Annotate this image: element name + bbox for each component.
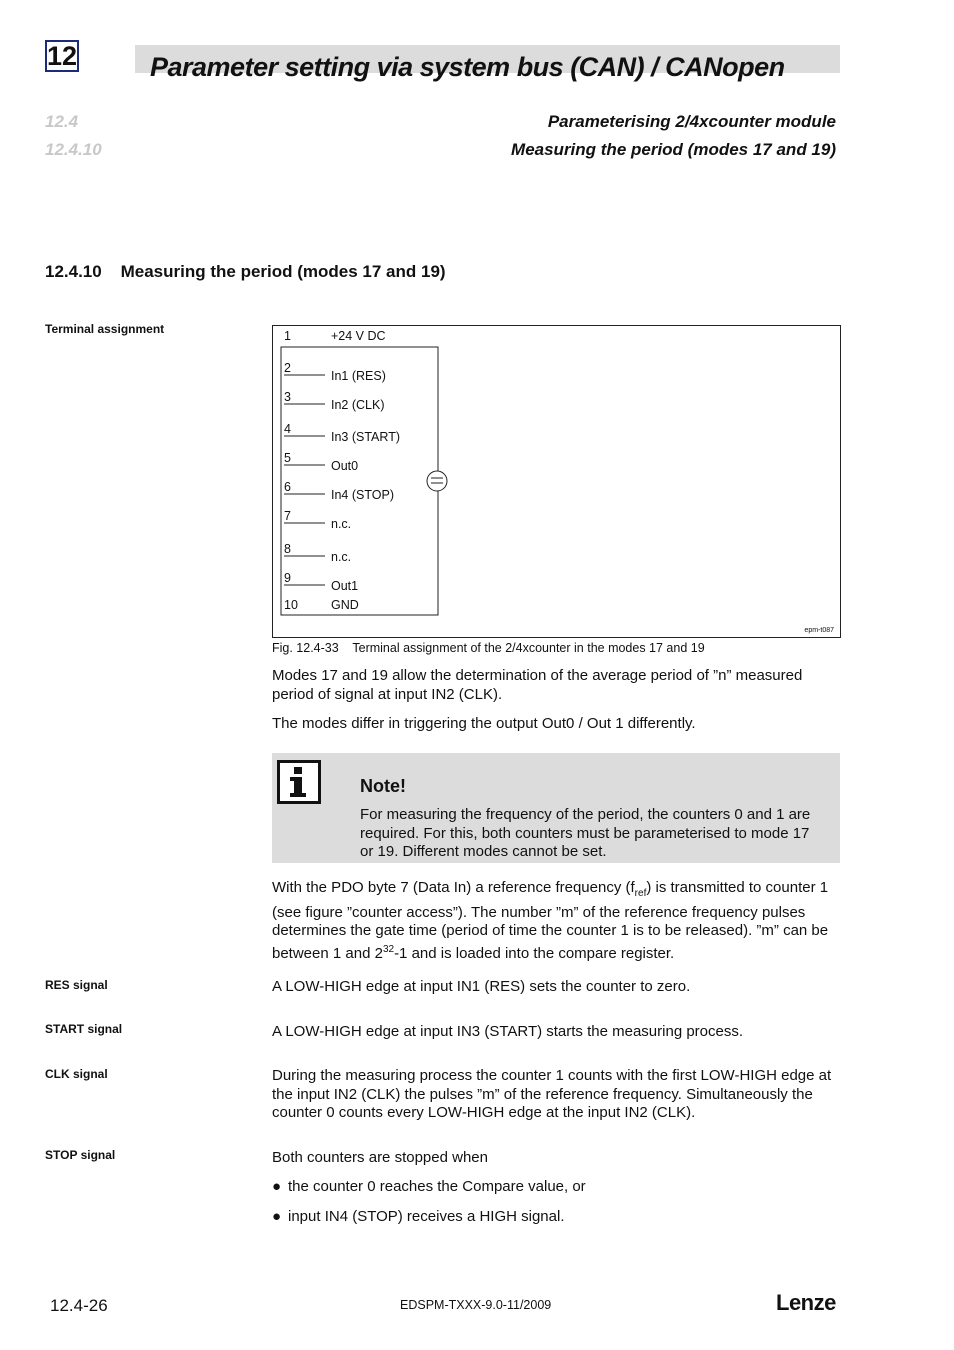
side-label-clk: CLK signal — [45, 1067, 108, 1081]
subsection-number: 12.4.10 — [45, 140, 102, 159]
terminal-block — [281, 347, 438, 615]
terminal-label: In4 (STOP) — [331, 488, 394, 502]
terminal-label: Out0 — [331, 459, 359, 473]
terminal-label: +24 V DC — [331, 329, 386, 343]
paragraph-clk: During the measuring process the counter 1 counts with the first LOW-HIGH edge at the input IN2 (CLK) the pulses ”m” of the reference frequency. Simultaneously the counter 0 counts every LOW-HIGH edge at the input IN2 (CLK). — [272, 1067, 832, 1121]
paragraph-res: A LOW-HIGH edge at input IN1 (RES) sets the counter to zero. — [272, 978, 691, 995]
side-label-start: START signal — [45, 1022, 123, 1036]
side-label-res: RES signal — [45, 978, 108, 992]
paragraph-stop-intro: Both counters are stopped when — [272, 1149, 488, 1166]
note-title: Note! — [360, 776, 406, 796]
subsection-title: Measuring the period (modes 17 and 19) — [511, 140, 836, 159]
terminal-figure — [272, 325, 841, 638]
paragraph-start: A LOW-HIGH edge at input IN3 (START) starts the measuring process. — [272, 1023, 744, 1040]
terminal-label: n.c. — [331, 550, 352, 564]
paragraph-modes: The modes differ in triggering the output Out0 / Out 1 differently. — [272, 715, 696, 732]
note-box — [272, 753, 840, 863]
bullet-item: ● the counter 0 reaches the Compare value, or — [272, 1178, 586, 1195]
bullet-item: ● input IN4 (STOP) receives a HIGH signal. — [272, 1208, 565, 1225]
terminal-number: 3 — [284, 390, 291, 404]
shield-ground-icon — [427, 471, 447, 491]
paragraph-reference-frequency — [272, 879, 842, 963]
terminal-diagram — [273, 326, 840, 637]
bullet-dot-icon: ● — [272, 1178, 282, 1195]
ref-superscript: 32 — [382, 943, 395, 955]
terminal-label: Out1 — [331, 579, 359, 593]
paragraph-intro: Modes 17 and 19 allow the determination of the average period of ”n” measured period of signal at input IN2 (CLK). — [272, 667, 803, 703]
info-icon — [277, 760, 321, 804]
terminal-number: 1 — [284, 329, 291, 343]
chapter-number: 12 — [47, 41, 78, 71]
ref-text-c: -1 and is loaded into the compare register. — [394, 944, 675, 962]
document-id: EDSPM-TXXX-9.0-11/2009 — [400, 1298, 552, 1312]
ref-subscript: ref — [634, 888, 647, 899]
figure-code: epm-t087 — [804, 627, 834, 634]
terminal-label: In2 (CLK) — [331, 398, 385, 412]
terminal-number: 5 — [284, 451, 291, 465]
terminal-number: 7 — [284, 509, 291, 523]
side-label-stop: STOP signal — [45, 1148, 116, 1162]
terminal-number: 10 — [284, 598, 298, 612]
brand-logo: Lenze — [776, 1290, 836, 1315]
figure-caption: Fig. 12.4-33 Terminal assignment of the 2/4xcounter in the modes 17 and 19 — [272, 641, 705, 655]
side-label-terminal: Terminal assignment — [45, 322, 165, 336]
terminal-number: 6 — [284, 480, 291, 494]
section-number: 12.4 — [45, 112, 79, 131]
note-text: For measuring the frequency of the period, the counters 0 and 1 are required. For this, both counters must be parameterised to mode 17 or 19. Different modes cannot be set. — [360, 806, 811, 860]
page-number: 12.4-26 — [50, 1296, 108, 1315]
terminal-number: 9 — [284, 571, 291, 585]
ref-text-a: With the PDO byte 7 (Data In) a reference frequency (f — [272, 879, 635, 896]
terminal-label: In1 (RES) — [331, 369, 386, 383]
terminal-label: GND — [331, 598, 359, 612]
terminal-label: In3 (START) — [331, 430, 400, 444]
terminal-number: 4 — [284, 422, 291, 436]
terminal-label: n.c. — [331, 517, 352, 531]
section-heading: 12.4.10 Measuring the period (modes 17 and 19) — [45, 262, 446, 281]
terminal-number: 8 — [284, 542, 291, 556]
section-title: Parameterising 2/4xcounter module — [547, 112, 836, 131]
page-title: Parameter setting via system bus (CAN) / CANopen — [150, 52, 785, 82]
terminal-number: 2 — [284, 361, 291, 375]
bullet-dot-icon: ● — [272, 1208, 282, 1225]
ref-text-b: ) is transmitted to counter 1 (see figure ”counter access”). The number ”m” of the reference frequency pulses determines the gate time (period of time the counter 1 is to be released). ”m” can be between 1 and 2 — [272, 879, 829, 962]
